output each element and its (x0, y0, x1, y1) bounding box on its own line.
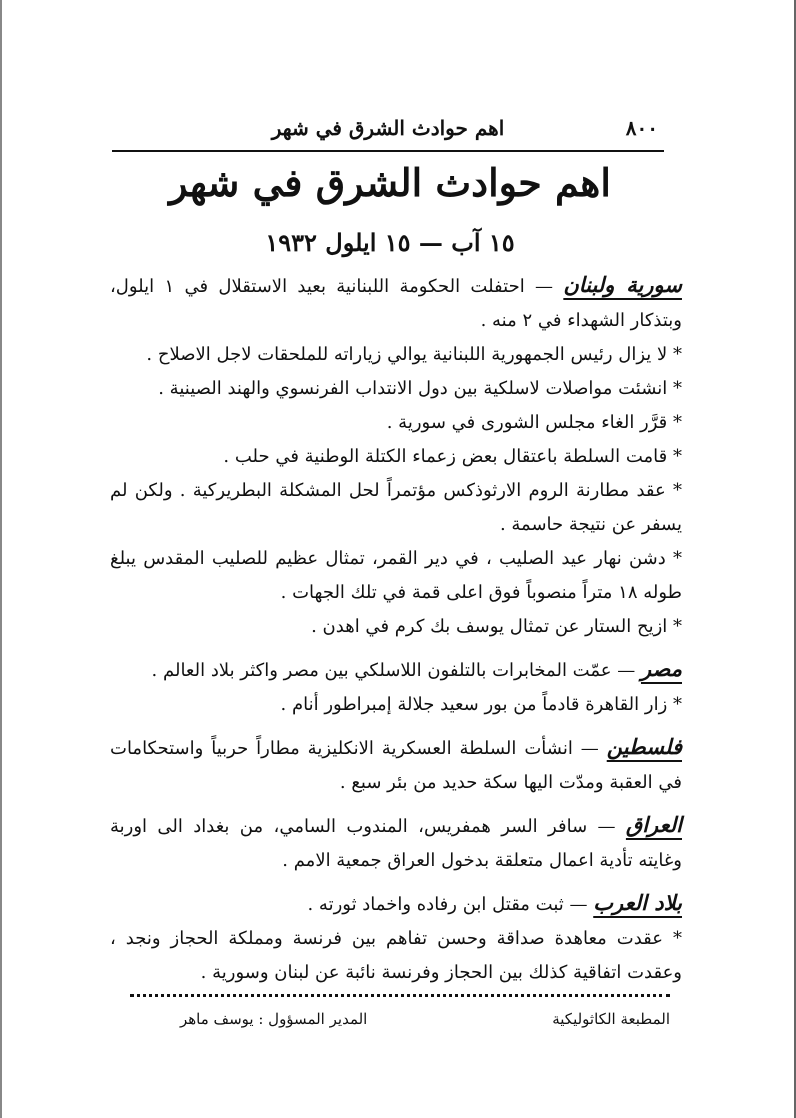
running-header (118, 116, 658, 146)
country-heading: مصر (640, 656, 682, 681)
section-syria-lebanon (110, 268, 682, 644)
news-item (110, 730, 682, 800)
country-heading: فلسطين (606, 734, 682, 759)
news-item (110, 652, 682, 688)
footer-rule (130, 994, 670, 1003)
section-iraq (110, 808, 682, 878)
news-item: * قرَّر الغاء مجلس الشورى في سورية . (386, 412, 682, 433)
country-heading: العراق (625, 812, 682, 837)
news-text: — انشأت السلطة العسكرية الانكليزية مطاراً حربياً واستحكامات في العقبة ومدّت اليها سكة حديد من بئر سبع . (110, 738, 682, 793)
section-palestine (110, 730, 682, 800)
news-item: * زار القاهرة قادماً من بور سعيد جلالة إمبراطور أنام . (280, 694, 682, 715)
article-body (110, 268, 682, 998)
news-item: * قامت السلطة باعتقال بعض زعماء الكتلة الوطنية في حلب . (223, 446, 682, 467)
news-item: * لا يزال رئيس الجمهورية اللبنانية يوالي زياراته للملحقات لاجل الاصلاح . (146, 344, 682, 365)
section-egypt (110, 652, 682, 722)
printer-name: المطبعة الكاثوليكية (552, 1010, 670, 1028)
news-item (110, 886, 682, 922)
news-item: * انشئت مواصلات لاسلكية بين دول الانتداب الفرنسوي والهند الصينية . (158, 378, 682, 399)
news-text: — احتفلت الحكومة اللبنانية بعيد الاستقلال في ١ ايلول، وبتذكار الشهداء في ٢ منه . (110, 276, 682, 331)
news-item: * عقدت معاهدة صداقة وحسن تفاهم بين فرنسة ومملكة الحجاز ونجد ، وعقدت اتفاقية كذلك بين الحجاز وفرنسة نائبة عن لبنان وسورية . (110, 928, 682, 983)
footer (180, 1010, 670, 1040)
section-arabia (110, 886, 682, 990)
news-item: * دشن نهار عيد الصليب ، في دير القمر، تمثال عظيم للصليب المقدس يبلغ طوله ١٨ متراً منصوباً فوق اعلى قمة في تلك الجهات . (110, 548, 682, 603)
date-range: ١٥ آب — ١٥ ايلول ١٩٣٢ (265, 228, 515, 257)
running-title: اهم حوادث الشرق في شهر (271, 116, 505, 140)
page-title: اهم حوادث الشرق في شهر (169, 160, 611, 205)
page-number: ٨٠٠ (625, 116, 658, 140)
news-item (110, 268, 682, 338)
news-item: * ازيح الستار عن تمثال يوسف بك كرم في اهدن . (311, 616, 682, 637)
news-text: — ثبت مقتل ابن رفاده واخماد ثورته . (307, 894, 588, 915)
director-name: المدير المسؤول : يوسف ماهر (180, 1010, 368, 1028)
news-item (110, 808, 682, 878)
news-text: — عمّت المخابرات بالتلفون اللاسلكي بين مصر واكثر بلاد العالم . (151, 660, 636, 681)
news-item: * عقد مطارنة الروم الارثوذكس مؤتمراً لحل المشكلة البطريركية . ولكن لم يسفر عن نتيجة حاسمة . (110, 480, 682, 535)
news-text: — سافر السر همفريس، المندوب السامي، من بغداد الى اوربة وغايته تأدية اعمال متعلقة بدخول العراق جمعية الامم . (110, 816, 682, 871)
country-heading: بلاد العرب (593, 890, 682, 915)
country-heading: سورية ولبنان (563, 272, 682, 297)
header-rule (112, 150, 664, 152)
